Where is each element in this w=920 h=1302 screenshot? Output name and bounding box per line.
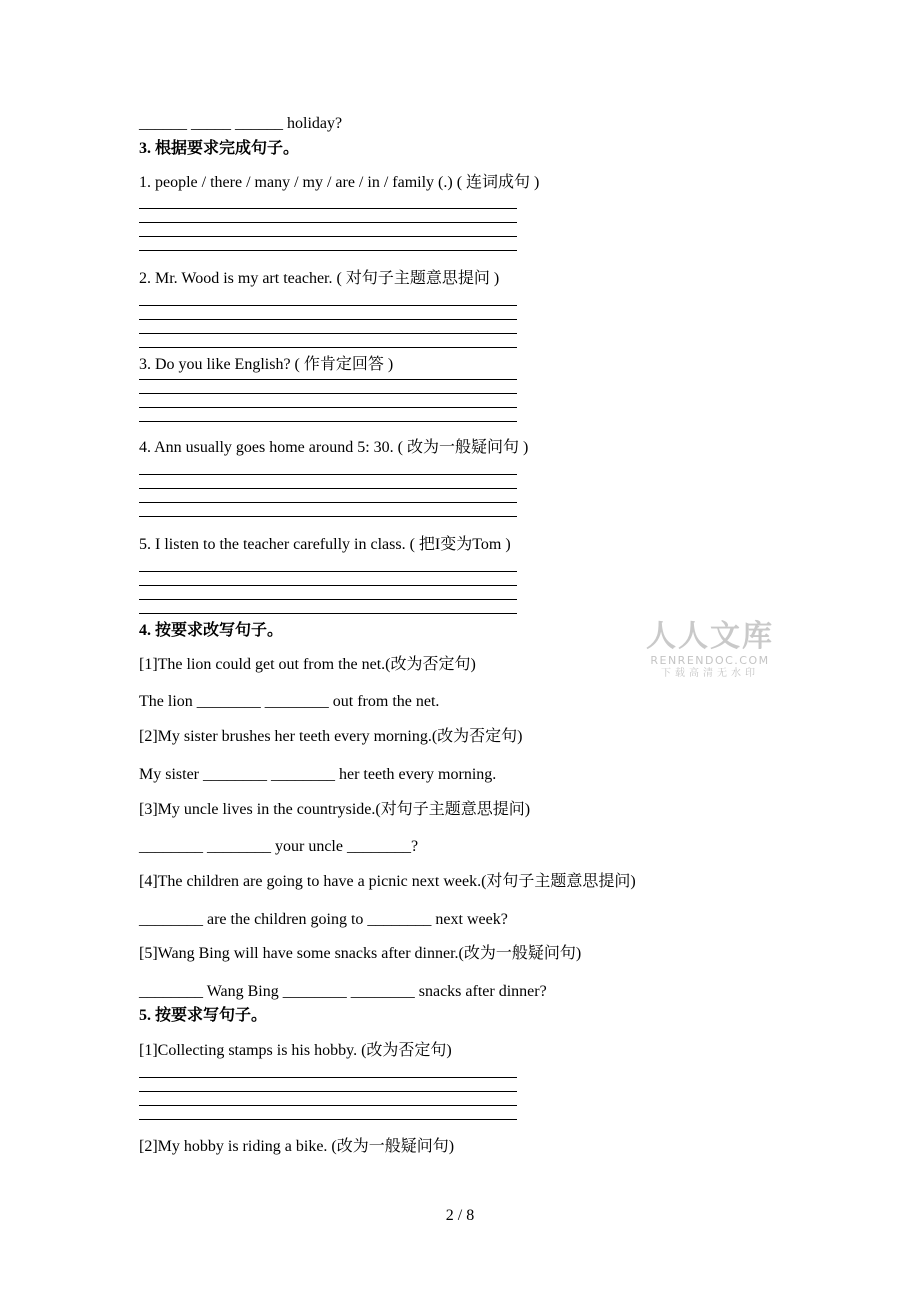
section-4-answer-5: ________ Wang Bing ________ ________ snacks after dinner? bbox=[139, 983, 547, 1000]
section-3-item-3: 3. Do you like English? ( 作肯定回答 ) bbox=[139, 356, 394, 373]
watermark-subtitle: 下载高清无水印 bbox=[661, 668, 759, 679]
section-3-item-4: 4. Ann usually goes home around 5: 30. ( 改为一般疑问句 ) bbox=[139, 439, 529, 456]
section-5-item-1: [1]Collecting stamps is his hobby. (改为否定句) bbox=[139, 1042, 452, 1059]
watermark-title: 人人文库 bbox=[646, 619, 774, 654]
section-5-heading: 5. 按要求写句子。 bbox=[139, 1007, 268, 1024]
section-5-item-2: [2]My hobby is riding a bike. (改为一般疑问句) bbox=[139, 1138, 455, 1155]
page-number: 2 / 8 bbox=[445, 1207, 475, 1224]
section-3-item-5: 5. I listen to the teacher carefully in class. ( 把I变为Tom ) bbox=[139, 536, 511, 553]
watermark-url: RENRENDOC.COM bbox=[650, 654, 770, 667]
section-4-question-3: [3]My uncle lives in the countryside.(对句子主题意思提问) bbox=[139, 801, 531, 818]
section-3-item-2: 2. Mr. Wood is my art teacher. ( 对句子主题意思提问 ) bbox=[139, 270, 500, 287]
section-3-item-1: 1. people / there / many / my / are / in / family (.) ( 连词成句 ) bbox=[139, 174, 540, 191]
section-4-question-1: [1]The lion could get out from the net.(改为否定句) bbox=[139, 656, 476, 673]
section-4-question-5: [5]Wang Bing will have some snacks after dinner.(改为一般疑问句) bbox=[139, 945, 582, 962]
fill-in-line-holiday: ______ _____ ______ holiday? bbox=[139, 115, 343, 132]
section-4-heading: 4. 按要求改写句子。 bbox=[139, 622, 284, 639]
section-4-answer-4: ________ are the children going to ________ next week? bbox=[139, 911, 508, 928]
section-4-question-4: [4]The children are going to have a picnic next week.(对句子主题意思提问) bbox=[139, 873, 636, 890]
section-4-answer-3: ________ ________ your uncle ________? bbox=[139, 838, 419, 855]
section-4-answer-2: My sister ________ ________ her teeth every morning. bbox=[139, 766, 497, 783]
section-4-answer-1: The lion ________ ________ out from the net. bbox=[139, 693, 440, 710]
section-4-question-2: [2]My sister brushes her teeth every morning.(改为否定句) bbox=[139, 728, 523, 745]
section-3-heading: 3. 根据要求完成句子。 bbox=[139, 140, 300, 157]
watermark-logo bbox=[646, 620, 774, 680]
